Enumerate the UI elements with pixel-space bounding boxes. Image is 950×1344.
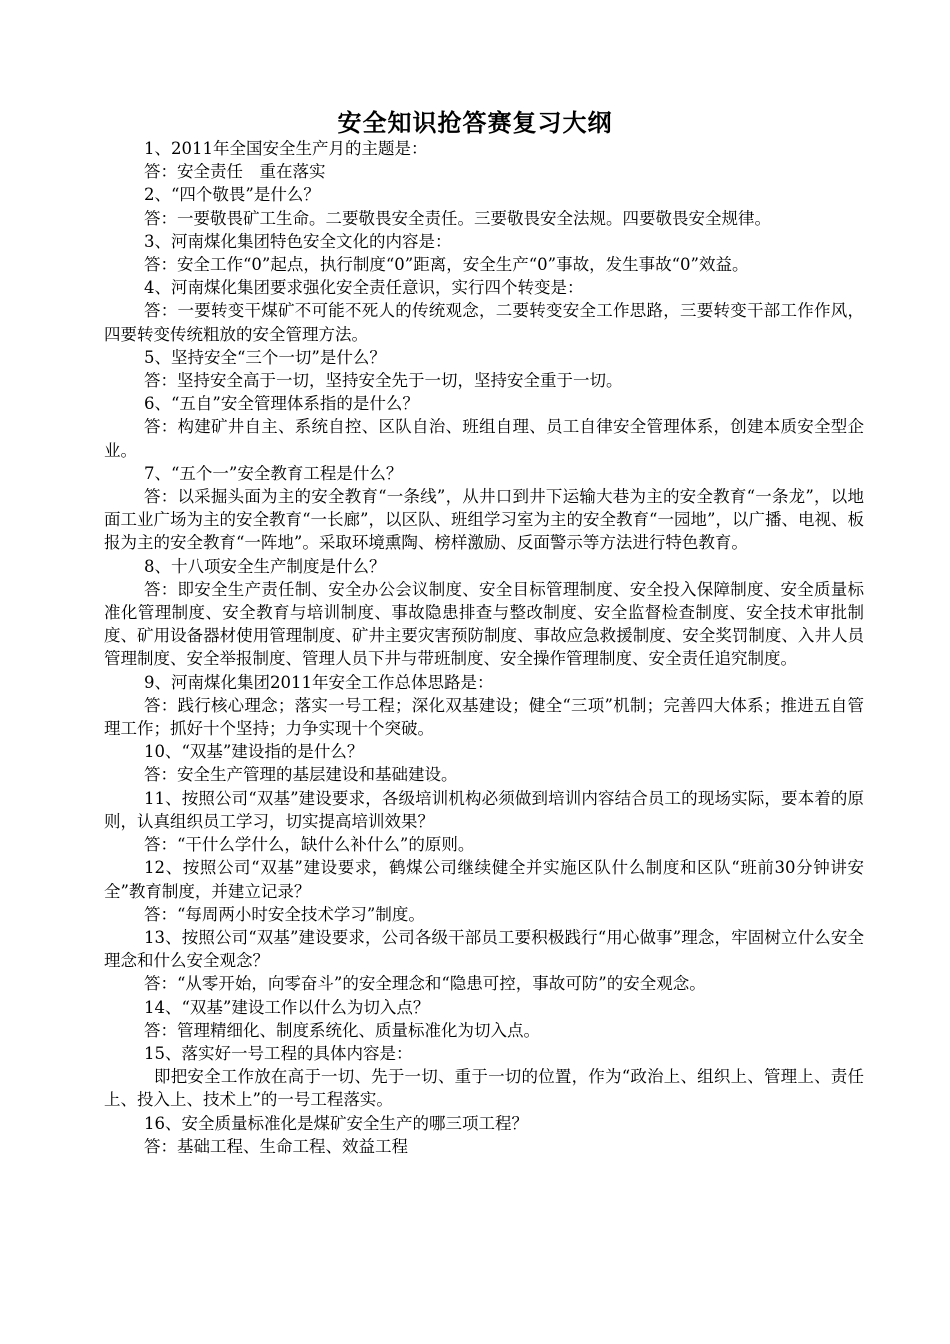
question-14: 14、“双基”建设工作以什么为切入点？ [144,997,430,1017]
answer-4: 答：一要转变干煤矿不可能不死人的传统观念，二要转变安全工作思路，三要转变干部工作作风，四要转变传统粗放的安全管理方法。 [104,301,864,344]
question-5: 5、坚持安全“三个一切”是什么？ [144,347,386,367]
answer-9: 答：践行核心理念；落实一号工程；深化双基建设；健全“三项”机制；完善四大体系；推进五自管理工作；抓好十个坚持；力争实现十个突破。 [104,695,864,739]
answer-1: 答：安全责任 重在落实 [144,162,326,182]
question-10: 10、“双基”建设指的是什么？ [144,742,364,762]
answer-11: 答：“干什么学什么，缺什么补什么”的原则。 [144,835,475,855]
question-2: 2、“四个敬畏”是什么？ [144,185,320,205]
answer-16: 答：基础工程、生命工程、效益工程 [144,1136,408,1156]
question-7: 7、“五个一”安全教育工程是什么？ [144,463,403,483]
answer-13: 答：“从零开始，向零奋斗”的安全理念和“隐患可控，事故可防”的安全观念。 [144,974,706,994]
question-1: 1、2011年全国安全生产月的主题是： [144,139,428,158]
answer-12: 答：“每周两小时安全技术学习”制度。 [144,904,425,924]
answer-7: 答：以采掘头面为主的安全教育“一条线”，从井口到井下运输大巷为主的安全教育“一条龙”，以地面工业广场为主的安全教育“一长廊”，以区队、班组学习室为主的安全教育“一园地”，以广播、电视、板报为主的安全教育“一阵地”。采取环境熏陶、榜样激励、反面警示等方法进行特色教育。 [104,487,864,553]
question-12: 12、按照公司“双基”建设要求，鹤煤公司继续健全并实施区队什么制度和区队“班前30分钟讲安全”教育制度，并建立记录？ [104,858,864,901]
answer-6: 答：构建矿井自主、系统自控、区队自治、班组自理、员工自律安全管理体系，创建本质安全型企业。 [104,417,864,460]
question-8: 8、十八项安全生产制度是什么？ [144,556,386,576]
question-13: 13、按照公司“双基”建设要求，公司各级干部员工要积极践行“用心做事”理念，牢固树立什么安全理念和什么安全观念？ [104,927,864,971]
answer-15: 即把安全工作放在高于一切、先于一切、重于一切的位置，作为“政治上、组织上、管理上、责任上、投入上、技术上”的一号工程落实。 [104,1067,864,1110]
question-3: 3、河南煤化集团特色安全文化的内容是： [144,231,452,251]
question-9: 9、河南煤化集团2011年安全工作总体思路是： [144,672,494,692]
question-4: 4、河南煤化集团要求强化安全责任意识，实行四个转变是： [144,278,584,298]
document-title: 安全知识抢答赛复习大纲 [337,108,613,137]
answer-2: 答：一要敬畏矿工生命。二要敬畏安全责任。三要敬畏安全法规。四要敬畏安全规律。 [144,208,771,228]
document-body [104,137,864,1158]
answer-14: 答：管理精细化、制度系统化、质量标准化为切入点。 [144,1020,540,1040]
question-6: 6、“五自”安全管理体系指的是什么？ [144,394,419,414]
answer-8: 答：即安全生产责任制、安全办公会议制度、安全目标管理制度、安全投入保障制度、安全质量标准化管理制度、安全教育与培训制度、事故隐患排查与整改制度、安全监督检查制度、安全技术审批制度、矿用设备器材使用管理制度、矿井主要灾害预防制度、事故应急救援制度、安全奖罚制度、入井人员管理制度、安全举报制度、管理人员下井与带班制度、安全操作管理制度、安全责任追究制度。 [104,579,864,669]
answer-5: 答：坚持安全高于一切，坚持安全先于一切，坚持安全重于一切。 [144,371,623,391]
question-16: 16、安全质量标准化是煤矿安全生产的哪三项工程？ [144,1113,528,1133]
question-15: 15、落实好一号工程的具体内容是： [144,1043,413,1063]
answer-10: 答：安全生产管理的基层建设和基础建设。 [144,765,458,785]
answer-3: 答：安全工作“0”起点，执行制度“0”距离，安全生产“0”事故，发生事故“0”效益。 [144,255,749,275]
question-11: 11、按照公司“双基”建设要求，各级培训机构必须做到培训内容结合员工的现场实际，要本着的原则，认真组织员工学习，切实提高培训效果？ [104,788,864,831]
